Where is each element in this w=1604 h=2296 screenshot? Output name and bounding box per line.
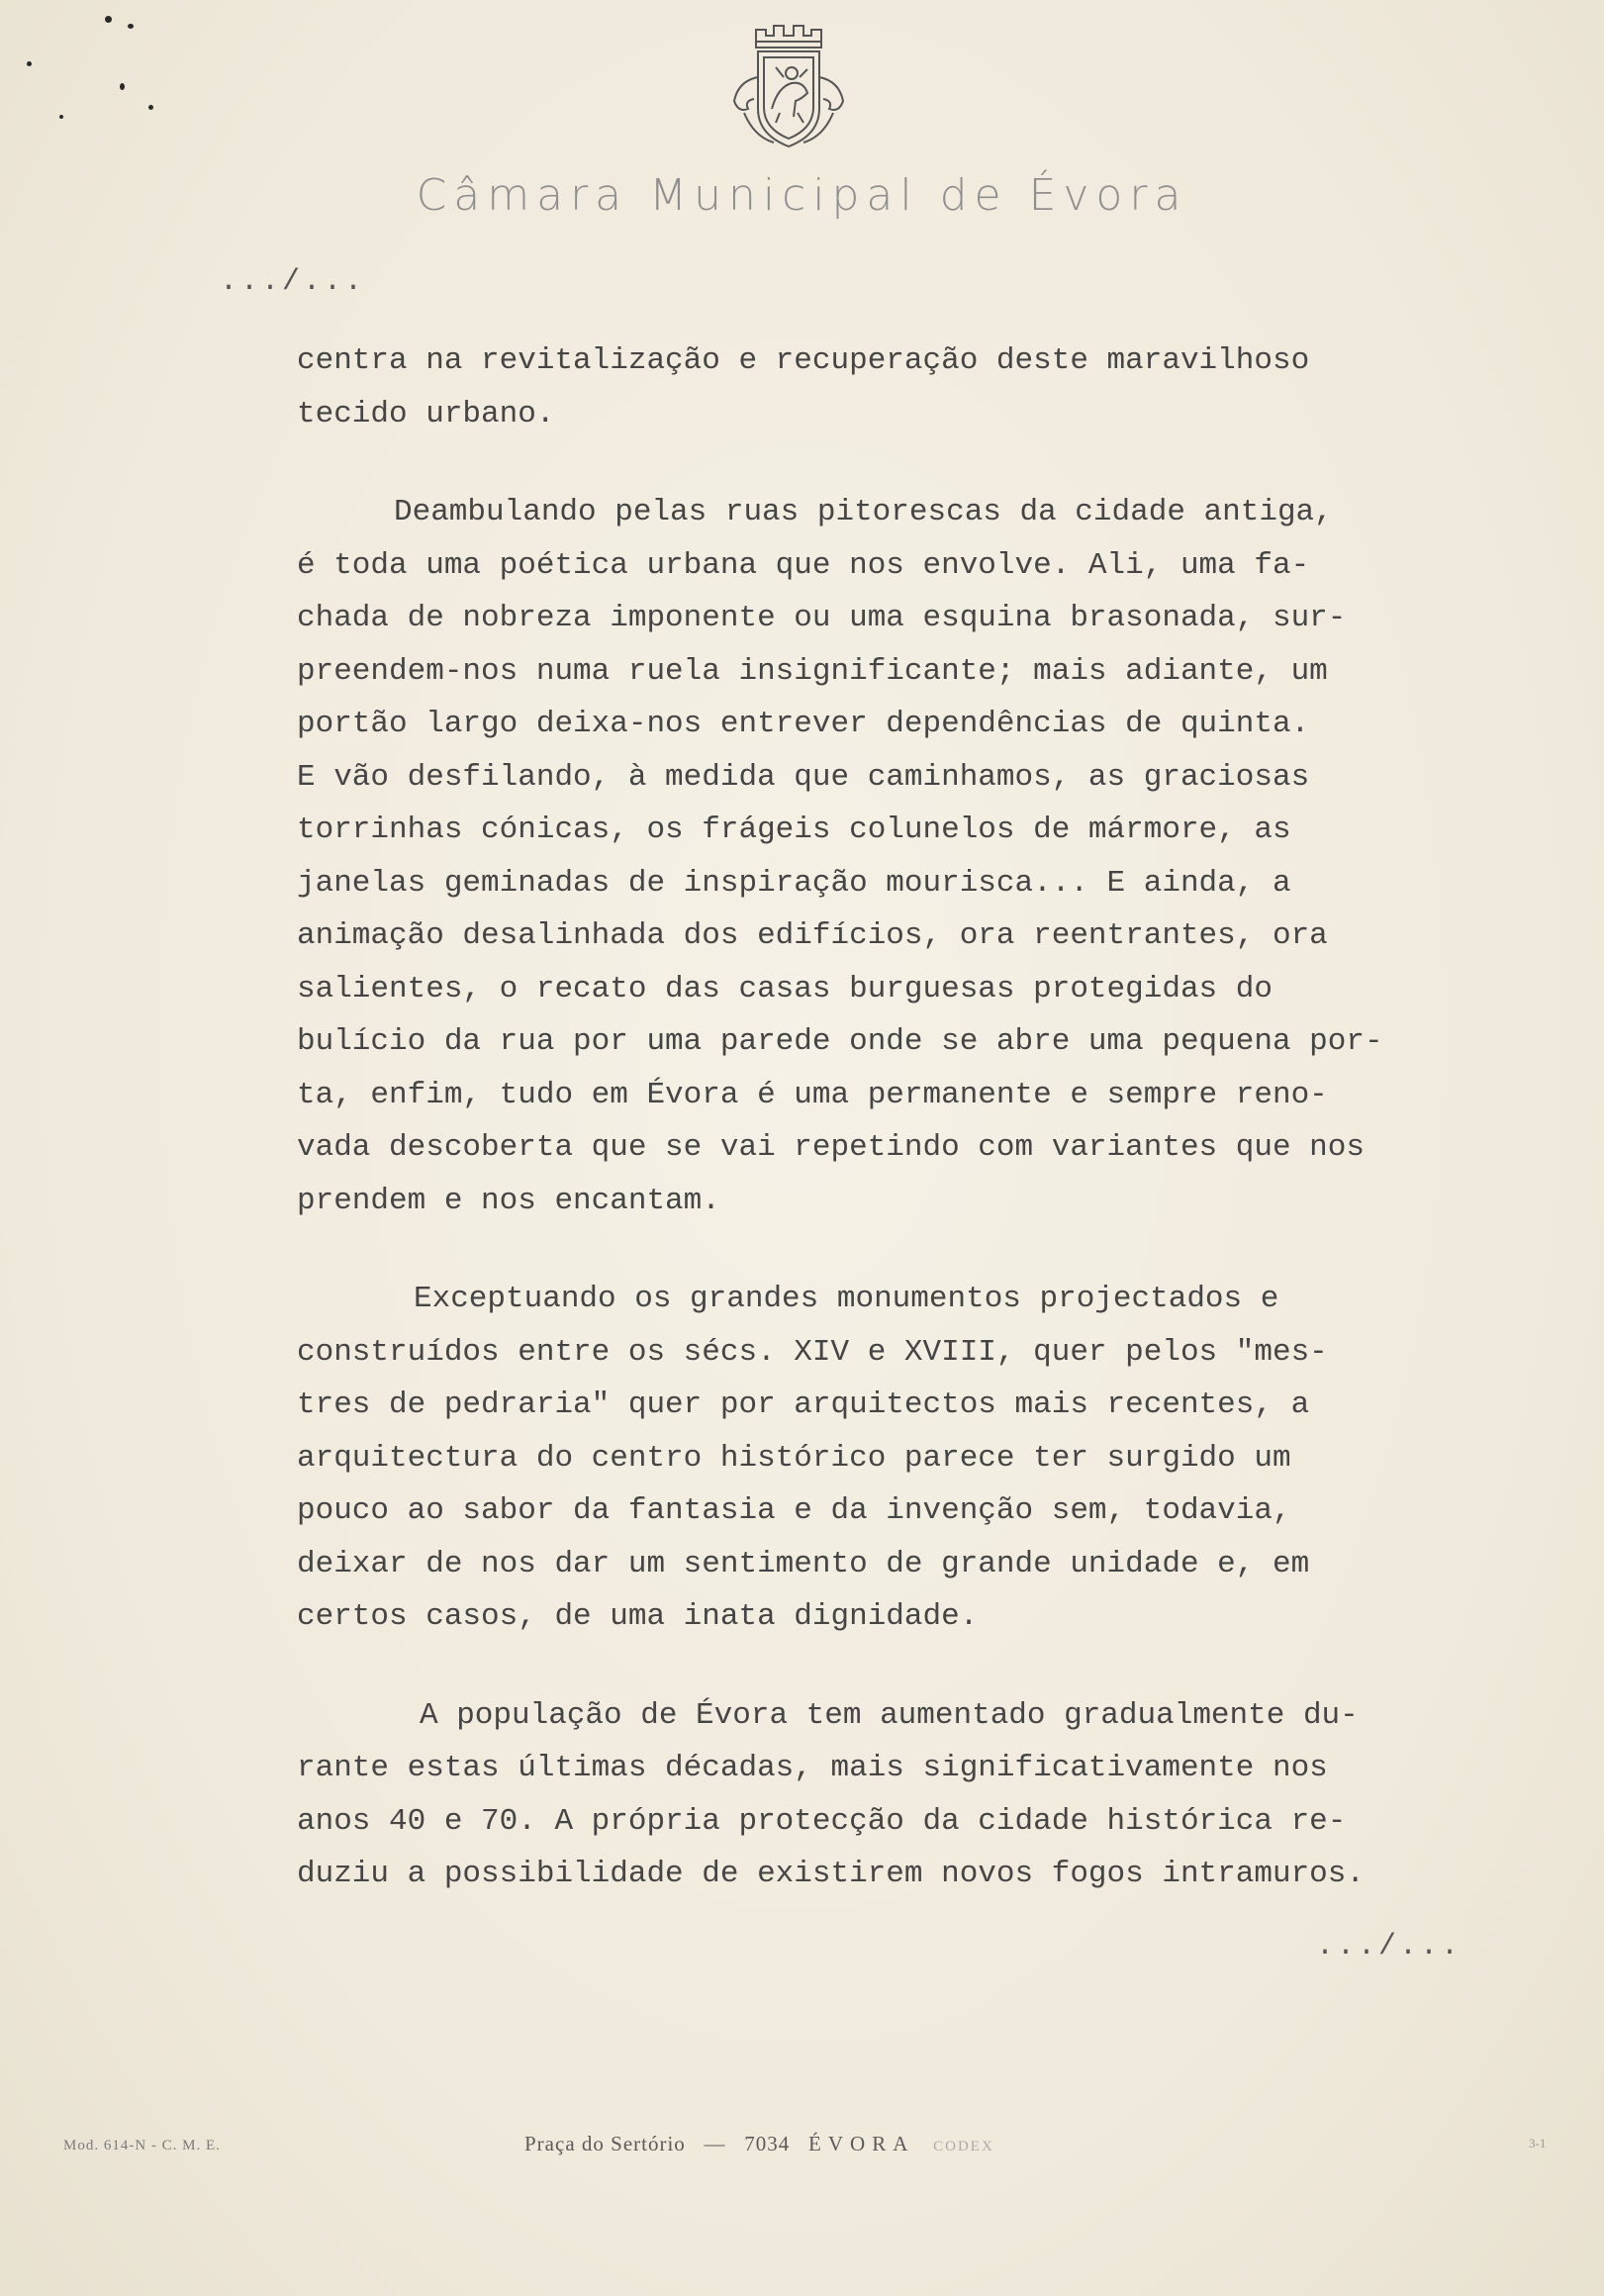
scan-speck [105, 16, 112, 23]
text-line: Deambulando pelas ruas pitorescas da cidade antiga, [394, 495, 1333, 529]
scan-speck [128, 24, 134, 29]
text-line: duziu a possibilidade de existirem novos fogos intramuros. [297, 1857, 1365, 1891]
text-line: centra na revitalização e recuperação deste maravilhoso [297, 343, 1310, 378]
scan-speck [148, 105, 153, 110]
text-line: é toda uma poética urbana que nos envolve. Ali, uma fa- [297, 547, 1310, 583]
paragraph [297, 1273, 1464, 1644]
text-line: preendem-nos numa ruela insignificante; mais adiante, um [297, 653, 1328, 689]
text-line: deixar de nos dar um sentimento de grande unidade e, em [297, 1546, 1310, 1581]
text-line: tres de pedraria" quer por arquitectos mais recentes, a [297, 1387, 1310, 1422]
text-line: chada de nobreza imponente ou uma esquina brasonada, sur- [297, 601, 1347, 635]
text-line: tecido urbano. [297, 396, 555, 431]
footer-address [524, 2132, 994, 2156]
scan-speck [27, 61, 32, 66]
text-line: rante estas últimas décadas, mais significativamente nos [297, 1751, 1328, 1785]
page-mark: 3-1 [1529, 2136, 1547, 2151]
text-line: arquitectura do centro histórico parece ter surgido um [297, 1440, 1291, 1476]
footer-city: ÉVORA [808, 2132, 915, 2155]
footer-street: Praça do Sertório [524, 2132, 686, 2155]
paragraph [297, 335, 1464, 440]
paragraph [297, 486, 1464, 1227]
footer-codex: CODEX [933, 2139, 994, 2154]
text-line: salientes, o recato das casas burguesas protegidas do [297, 971, 1273, 1006]
text-line: anos 40 e 70. A própria protecção da cidade histórica re- [297, 1803, 1347, 1839]
footer-separator: — [704, 2132, 726, 2155]
text-line: construídos entre os sécs. XIV e XVIII, quer pelos "mes- [297, 1334, 1328, 1370]
coat-of-arms-icon [714, 18, 863, 156]
letterhead-title: Câmara Municipal de Évora [416, 170, 1188, 221]
text-line: bulício da rua por uma parede onde se abre uma pequena por- [297, 1024, 1383, 1059]
text-line: E vão desfilando, à medida que caminhamos, as graciosas [297, 759, 1310, 795]
text-line: A população de Évora tem aumentado gradualmente du- [420, 1697, 1359, 1733]
text-line: ta, enfim, tudo em Évora é uma permanente e sempre reno- [297, 1077, 1328, 1112]
scan-speck [59, 115, 63, 119]
continuation-marker-top: .../... [220, 265, 366, 299]
paragraph [297, 1689, 1464, 1901]
continuation-marker-bottom: .../... [1316, 1930, 1462, 1963]
text-line: torrinhas cónicas, os frágeis colunelos de mármore, as [297, 813, 1291, 847]
text-line: pouco ao sabor da fantasia e da invenção sem, todavia, [297, 1493, 1291, 1528]
form-code: Mod. 614-N - C. M. E. [63, 2138, 221, 2153]
text-line: janelas geminadas de inspiração mourisca... E ainda, a [297, 865, 1291, 901]
text-line: vada descoberta que se vai repetindo com variantes que nos [297, 1130, 1365, 1165]
text-line: portão largo deixa-nos entrever dependências de quinta. [297, 707, 1310, 741]
text-line: Exceptuando os grandes monumentos projectados e [414, 1282, 1279, 1316]
scan-speck [120, 83, 125, 90]
text-line: certos casos, de uma inata dignidade. [297, 1599, 979, 1634]
text-line: prendem e nos encantam. [297, 1183, 720, 1218]
footer-postal-code: 7034 [744, 2132, 791, 2155]
text-line: animação desalinhada dos edifícios, ora reentrantes, ora [297, 918, 1328, 953]
letter-body [297, 335, 1464, 1947]
